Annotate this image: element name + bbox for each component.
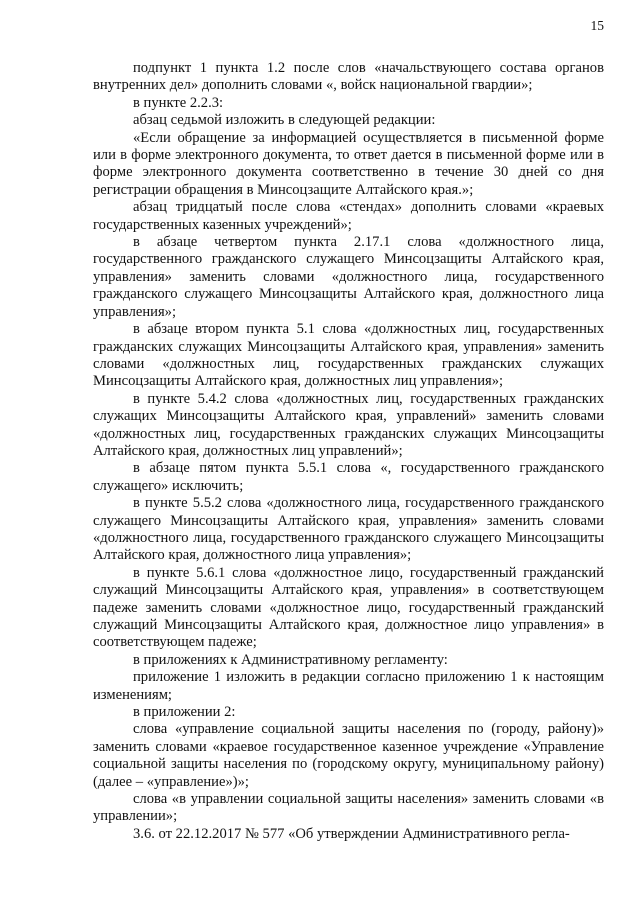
paragraph: в пункте 5.6.1 слова «должностное лицо, государственный гражданский служащий Минсоцзащиты Алтайского края, управления» в соответствующем падеже заменить словами «должностное лицо, государственный гражданский служащий Минсоцзащиты Алтайского края, должностное лицо управления» в соответствующем падеже;	[93, 564, 604, 651]
paragraph: «Если обращение за информацией осуществляется в письменной форме или в форме электронного документа, то ответ дается в письменной форме или в форме электронного документа соответственно в течение 30 дней со дня регистрации обращения в Минсоцзащите Алтайского края.»;	[93, 129, 604, 198]
paragraph: абзац седьмой изложить в следующей редакции:	[133, 112, 436, 129]
paragraph: 3.6. от 22.12.2017 № 577 «Об утверждении Административного регла-	[133, 825, 570, 842]
paragraph: в абзаце четвертом пункта 2.17.1 слова «должностного лица, государственного гражданского служащего Минсоцзащиты Алтайского края, управления» заменить словами «должностного лица, государственного гражданского служащего Минсоцзащиты Алтайского края, должностного лица управления»;	[93, 234, 604, 320]
paragraph: приложение 1 изложить в редакции согласно приложению 1 к настоящим изменениям;	[93, 669, 604, 703]
paragraph: в абзаце пятом пункта 5.5.1 слова «, государственного гражданского служащего» исключить;	[93, 460, 604, 494]
page-number: 15	[590, 18, 604, 33]
paragraph: подпункт 1 пункта 1.2 после слов «начальствующего состава органов внутренних дел» дополнить словами «, войск национальной гвардии»;	[93, 60, 604, 94]
paragraph: слова «в управлении социальной защиты населения» заменить словами «в управлении»;	[93, 791, 604, 825]
paragraph: слова «управление социальной защиты населения по (городу, району)» заменить словами «краевое государственное казенное учреждение «Управление социальной защиты населения по (городскому округу, муниципальному району) (далее – «управление»)»;	[93, 721, 604, 790]
paragraph: в пункте 5.4.2 слова «должностных лиц, государственных гражданских служащих Минсоцзащиты Алтайского края, управлений» заменить словами «должностных лиц, государственных гражданских служащих Минсоцзащиты Алтайского края, должностных лиц управлений»;	[93, 390, 604, 459]
paragraph: абзац тридцатый после слова «стендах» дополнить словами «краевых государственных казенных учреждений»;	[93, 199, 604, 233]
paragraph: в приложениях к Административному регламенту:	[133, 651, 448, 668]
paragraph: в приложении 2:	[133, 704, 236, 721]
paragraph: в абзаце втором пункта 5.1 слова «должностных лиц, государственных гражданских служащих Минсоцзащиты Алтайского края, управления» заменить словами «должностных лиц, государственных гражданских служащих Минсоцзащиты Алтайского края, должностных лиц управления»;	[93, 321, 604, 390]
paragraph: в пункте 2.2.3:	[133, 94, 224, 111]
paragraph: в пункте 5.5.2 слова «должностного лица, государственного гражданского служащего Минсоцзащиты Алтайского края, управления» заменить словами «должностного лица, государственного гражданского служащего Минсоцзащиты Алтайского края, должностного лица управления»;	[93, 495, 604, 564]
document-body	[93, 60, 604, 843]
